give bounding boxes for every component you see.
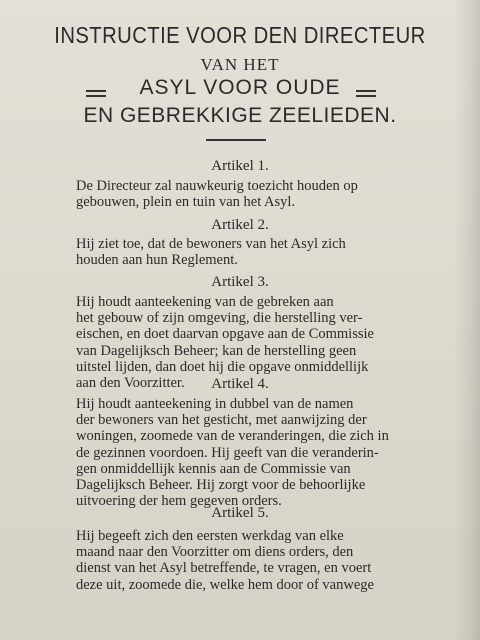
article-3-line: eischen, en doet daarvan opgave aan de Commissie [76,326,374,343]
article-4-line: uitvoering der hem gegeven orders. [76,493,282,510]
article-4-line: woningen, zoomede van de veranderingen, die zich in [76,428,389,445]
article-2-line: houden aan hun Reglement. [76,252,238,269]
article-1-text [76,178,416,210]
article-3-line: van Dagelijksch Beheer; kan de herstelling geen [76,342,357,359]
article-5-line: Hij begeeft zich den eersten werkdag van elke [76,528,344,544]
title-divider [206,139,266,141]
article-4-heading: Artikel 4. [211,376,269,392]
article-3-heading: Artikel 3. [211,274,269,290]
article-4-line: Dagelijksch Beheer. Hij zorgt voor de behoorlijke [76,477,366,494]
document-title: INSTRUCTIE VOOR DEN DIRECTEUR [54,22,426,48]
article-1-line: De Directeur zal nauwkeurig toezicht houden op [76,178,358,194]
article-5-line: maand naar den Voorzitter om diens orders, den [76,544,354,561]
article-5-line: dienst van het Asyl betreffende, te vragen, en voert [76,560,372,577]
article-5-text [76,528,416,593]
article-2-line: Hij ziet toe, dat de bewoners van het Asyl zich [76,236,346,252]
article-1-heading: Artikel 1. [211,158,269,174]
institution-name-line1: ASYL VOOR OUDE [139,76,341,99]
institution-name-line2: EN GEBREKKIGE ZEELIEDEN. [83,104,397,127]
article-3-line: het gebouw of zijn omgeving, die herstelling ver- [76,310,363,327]
article-4-line: de gezinnen voordoen. Hij geeft van die veranderin- [76,444,379,461]
article-2-heading: Artikel 2. [211,217,269,233]
article-2-text [76,236,416,268]
article-4-line: gen onmiddellijk kennis aan de Commissie van [76,460,351,477]
article-1-line: gebouwen, plein en tuin van het Asyl. [76,194,296,211]
title-connector: VAN HET [200,55,280,74]
title-ornament-right [356,90,376,97]
article-3-line: aan den Voorzitter. [76,375,185,392]
article-4-line: Hij houdt aanteekening in dubbel van de namen [76,396,354,412]
article-5-heading: Artikel 5. [211,505,269,521]
article-5-line: deze uit, zoomede die, welke hem door of vanwege [76,576,374,593]
article-3-line: uitstel lijden, dan doet hij die opgave onmiddellijk [76,358,369,375]
article-4-text [76,396,416,509]
article-3-line: Hij houdt aanteekening van de gebreken aan [76,294,334,310]
article-4-line: der bewoners van het gesticht, met aanwijzing der [76,412,367,429]
